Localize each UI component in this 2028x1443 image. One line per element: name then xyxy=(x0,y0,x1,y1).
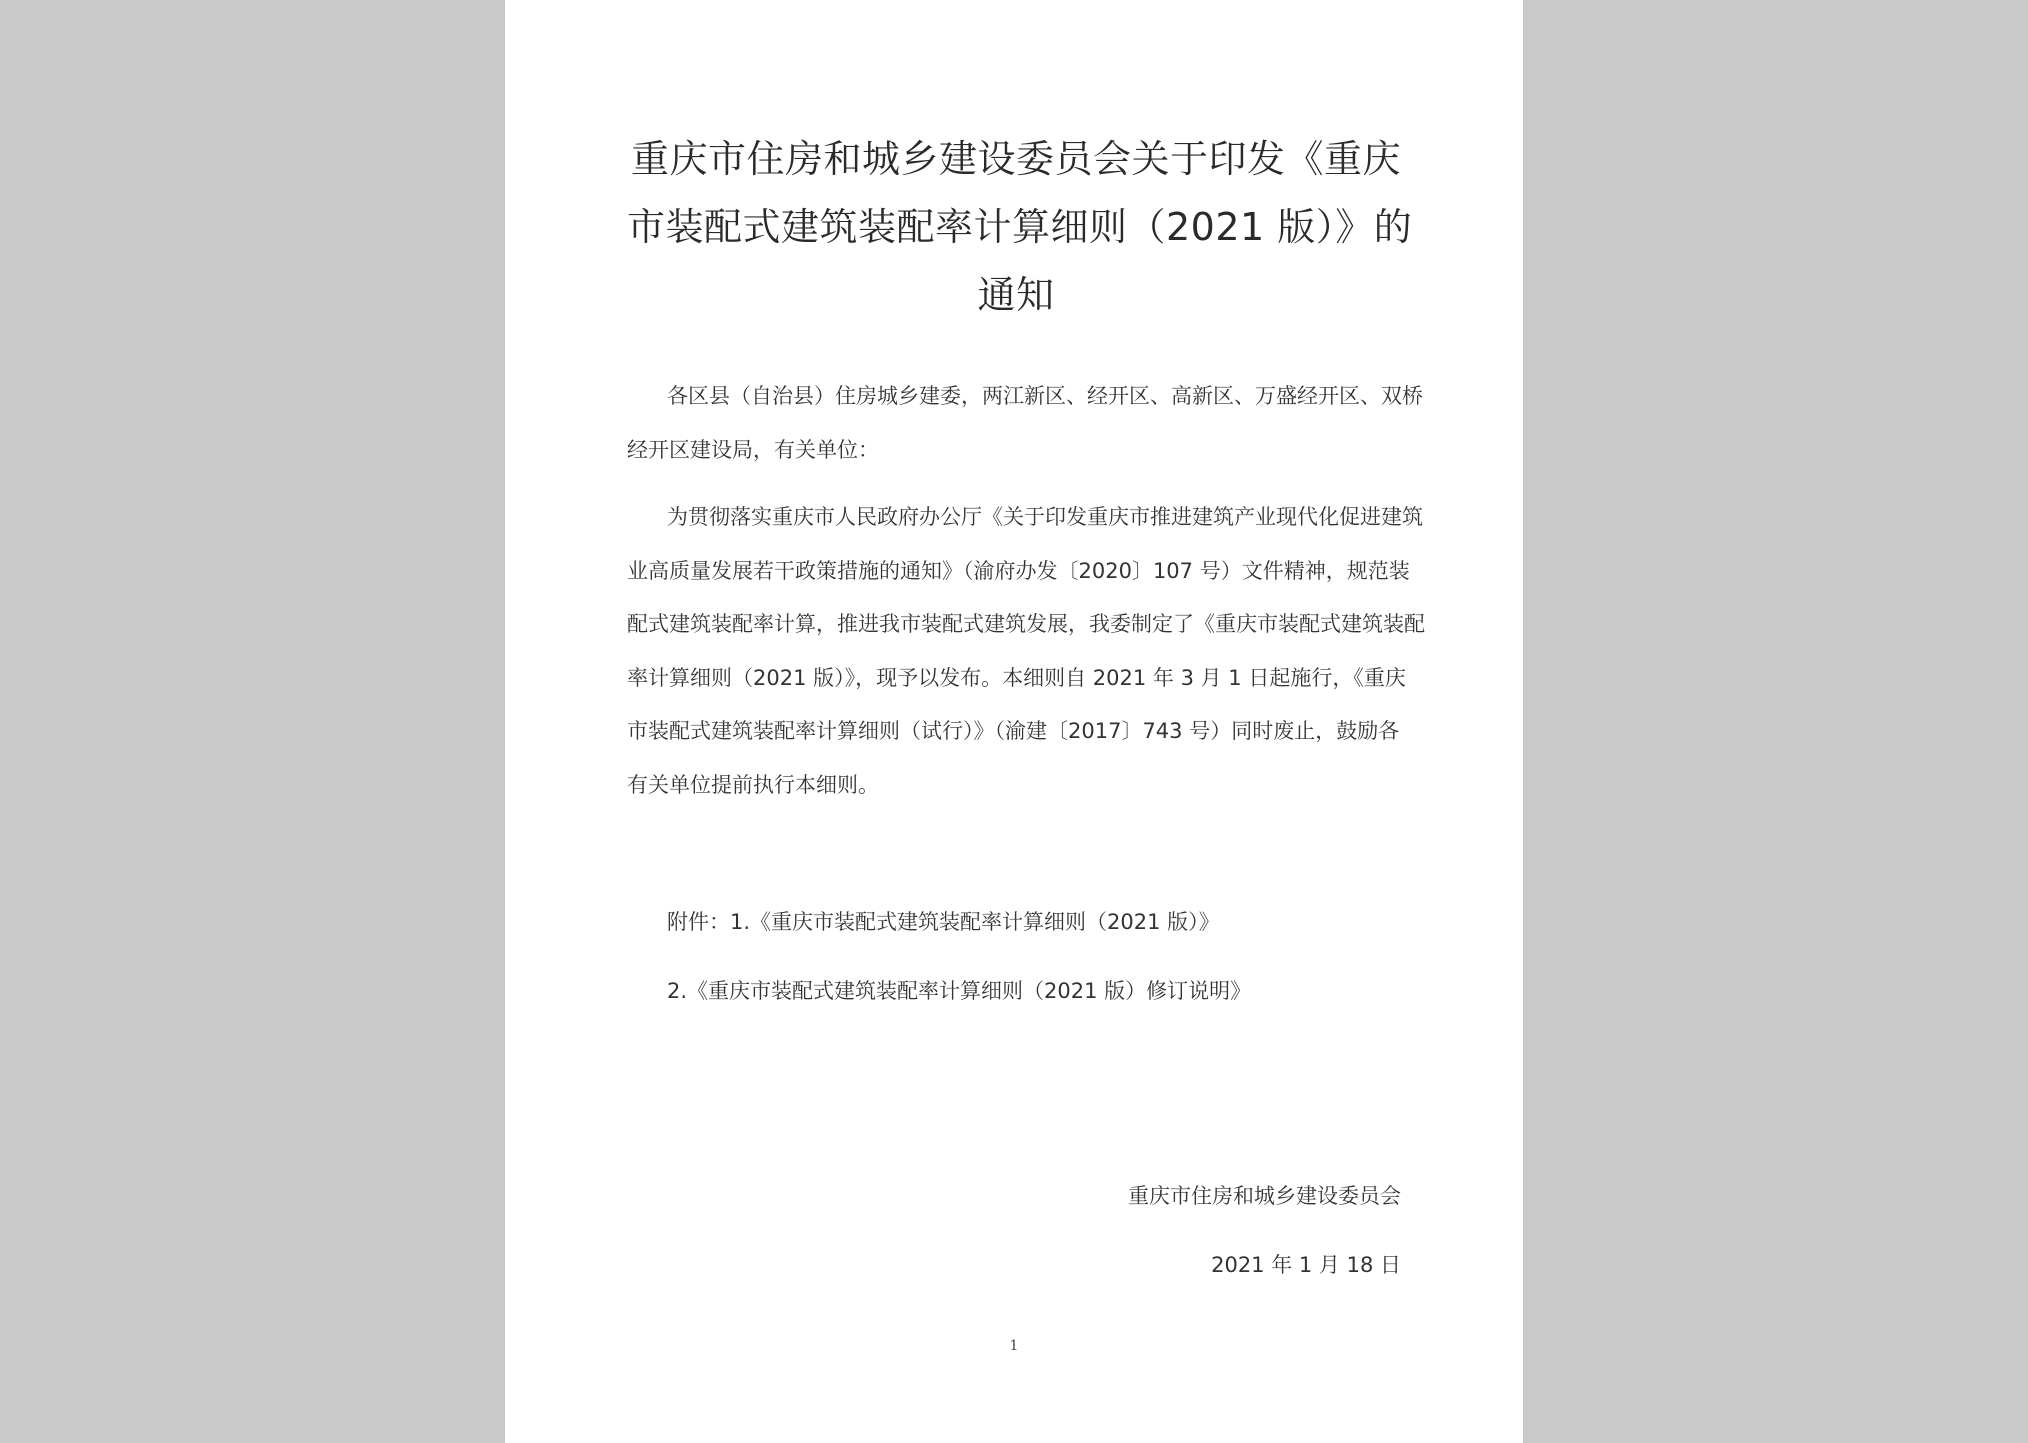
signature-date: 2021 年 1 月 18 日 xyxy=(1211,1253,1401,1277)
body-paragraph xyxy=(627,491,1425,812)
salutation-line: 经开区建设局，有关单位： xyxy=(627,437,879,462)
attachment-item xyxy=(627,896,1405,950)
body-line: 配式建筑装配率计算，推进我市装配式建筑发展，我委制定了《重庆市装配式建筑装配 xyxy=(627,612,1425,636)
signature-organization: 重庆市住房和城乡建设委员会 xyxy=(1128,1184,1401,1208)
title-line: 通知 xyxy=(977,273,1055,317)
title-line: 市装配式建筑装配率计算细则（2021 版）》的 xyxy=(627,205,1413,249)
document-title xyxy=(627,125,1413,329)
document-page xyxy=(505,0,1523,1443)
body-line: 有关单位提前执行本细则。 xyxy=(627,772,879,797)
attachment-line: 附件：1.《重庆市装配式建筑装配率计算细则（2021 版）》 xyxy=(667,910,1220,934)
attachment-line: 2.《重庆市装配式建筑装配率计算细则（2021 版）修订说明》 xyxy=(667,979,1252,1003)
page-number: 1 xyxy=(1009,1338,1019,1354)
salutation-line: 各区县（自治县）住房城乡建委，两江新区、经开区、高新区、万盛经开区、双桥 xyxy=(667,384,1423,408)
body-line: 为贯彻落实重庆市人民政府办公厅《关于印发重庆市推进建筑产业现代化促进建筑 xyxy=(667,505,1423,529)
body-line: 业高质量发展若干政策措施的通知》（渝府办发〔2020〕107 号）文件精神，规范装 xyxy=(627,558,1410,583)
body-line: 市装配式建筑装配率计算细则（试行）》（渝建〔2017〕743 号）同时废止，鼓励各 xyxy=(627,719,1400,743)
salutation-paragraph xyxy=(627,370,1423,477)
title-line: 重庆市住房和城乡建设委员会关于印发《重庆 xyxy=(630,137,1401,181)
attachment-item xyxy=(627,965,1405,1019)
body-line: 率计算细则（2021 版）》，现予以发布。本细则自 2021 年 3 月 1 日起施行，《重庆 xyxy=(627,665,1406,690)
